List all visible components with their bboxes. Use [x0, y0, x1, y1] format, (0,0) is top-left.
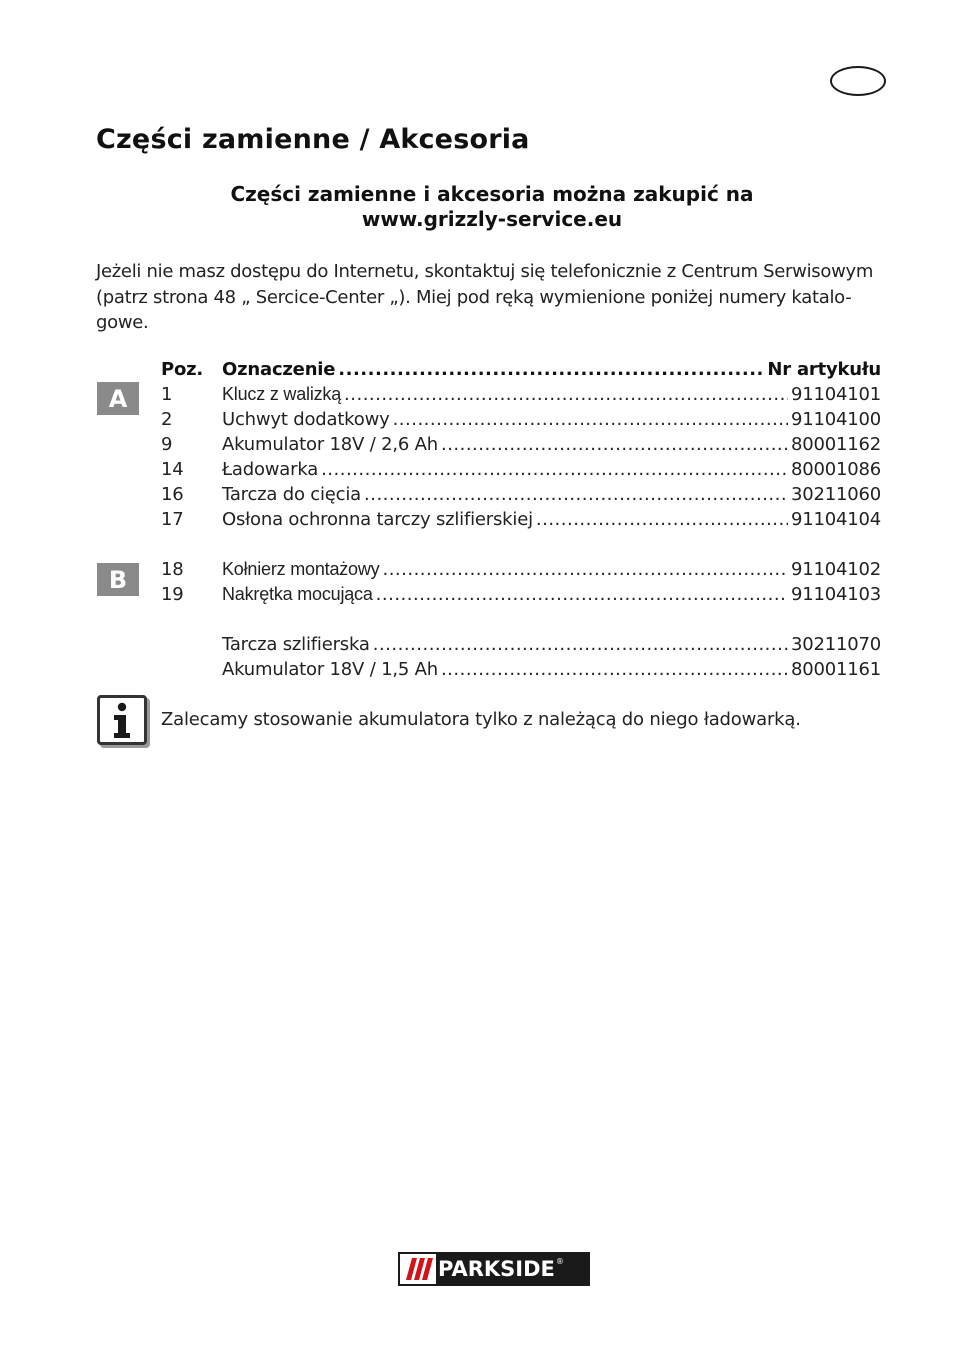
row-leader-dots: [393, 409, 788, 430]
row-pos: 17: [161, 509, 184, 530]
language-marker-oval: [830, 66, 886, 96]
row-name: Ładowarka: [222, 459, 319, 480]
page-title: Części zamienne / Akcesoria: [96, 124, 530, 155]
table-row: [161, 434, 881, 459]
row-pos: 2: [161, 409, 173, 430]
table-row: [161, 384, 881, 409]
header-leader-dots: [338, 359, 764, 380]
row-leader-dots: [373, 634, 788, 655]
row-leader-dots: [344, 384, 788, 405]
row-leader-dots: [376, 584, 788, 605]
row-pos: 1: [161, 384, 173, 405]
header-number: Nr artykułu: [767, 359, 881, 380]
row-name: Nakrętka mocująca: [222, 584, 373, 604]
row-pos: 9: [161, 434, 173, 455]
table-row: [161, 459, 881, 484]
parkside-logo: [398, 1252, 590, 1286]
row-leader-dots: [536, 509, 788, 530]
table-row: [161, 484, 881, 509]
row-leader-dots: [441, 434, 788, 455]
row-name: Akumulator 18V / 2,6 Ah: [222, 434, 438, 455]
row-number: 80001161: [790, 659, 881, 680]
table-row: [161, 659, 881, 684]
row-number: 30211070: [790, 634, 881, 655]
row-pos: 14: [161, 459, 184, 480]
row-name: Uchwyt dodatkowy: [222, 409, 390, 430]
row-name: Osłona ochronna tarczy szlifierskiej: [222, 509, 533, 530]
info-note: Zalecamy stosowanie akumulatora tylko z należącą do niego ładowarką.: [161, 709, 801, 730]
row-number: 80001086: [790, 459, 881, 480]
info-icon: [97, 695, 147, 745]
row-pos: 16: [161, 484, 184, 505]
intro-paragraph: Jeżeli nie masz dostępu do Internetu, skontaktuj się telefonicznie z Centrum Serwisowym (patrz strona 48 „ Sercice-Center „). Miej pod ręką wymienione poniżej numery katalo-gowe.: [96, 261, 874, 333]
table-row: [161, 634, 881, 659]
row-name: Tarcza do cięcia: [222, 484, 362, 505]
row-name: Akumulator 18V / 1,5 Ah: [222, 659, 438, 680]
row-name: Klucz z walizką: [222, 384, 342, 404]
header-pos: Poz.: [161, 359, 204, 380]
registered-mark-icon: ®: [555, 1257, 564, 1266]
section-badge-a: A: [97, 382, 139, 415]
logo-wordmark: PARKSIDE: [438, 1257, 555, 1281]
logo-stripes-icon: [400, 1254, 436, 1284]
row-number: 91104104: [790, 509, 881, 530]
row-number: 91104101: [790, 384, 881, 405]
row-leader-dots: [364, 484, 788, 505]
row-leader-dots: [321, 459, 788, 480]
row-leader-dots: [441, 659, 788, 680]
subtitle: [96, 182, 888, 232]
service-website-link[interactable]: www.grizzly-service.eu: [361, 207, 623, 231]
row-name: Tarcza szlifierska: [222, 634, 370, 655]
parts-table-header: [161, 359, 881, 384]
row-name: Kołnierz montażowy: [222, 559, 380, 579]
info-icon-glyph: [100, 698, 144, 742]
subtitle-line-1: Części zamienne i akcesoria można zakupić na: [230, 182, 754, 206]
table-row: [161, 509, 881, 534]
header-name: Oznaczenie: [222, 359, 336, 380]
table-row: [161, 409, 881, 434]
table-row: [161, 559, 881, 584]
row-pos: 19: [161, 584, 184, 605]
row-number: 91104102: [790, 559, 881, 580]
row-number: 30211060: [790, 484, 881, 505]
table-row: [161, 584, 881, 609]
row-number: 91104100: [790, 409, 881, 430]
row-pos: 18: [161, 559, 184, 580]
row-number: 80001162: [790, 434, 881, 455]
section-badge-b: B: [97, 563, 139, 596]
row-leader-dots: [382, 559, 788, 580]
row-number: 91104103: [790, 584, 881, 605]
